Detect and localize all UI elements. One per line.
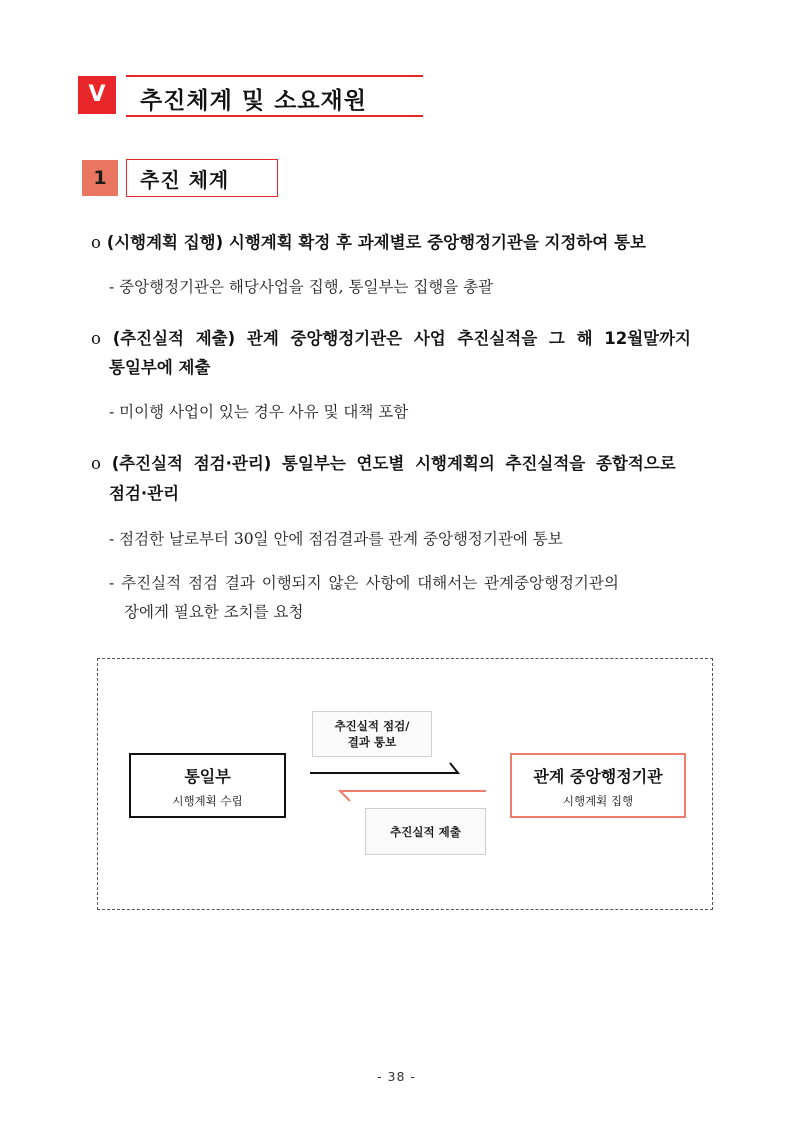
right-box-title: 관계 중앙행정기관 [533,767,663,786]
arrow-right-icon [310,763,458,773]
item-2-line-1 [91,327,691,351]
arrow-bottom-label: 추진실적 제출 [365,808,486,855]
right-box-subtitle: 시행계획 집행 [562,794,634,808]
item-3-line-1 [91,452,676,476]
item-1-lead: (시행계획 집행) [106,233,224,252]
item-3-sub-2-line-2: 장에게 필요한 조치를 요청 [124,603,304,621]
diagram-box-central-agencies [510,753,686,818]
item-3-sub-2-line-1: - 추진실적 점검 결과 이행되지 않은 사항에 대해서는 관계중앙행정기관의 [109,574,619,592]
diagram-arrows [300,760,500,805]
item-3-line-2: 점검·관리 [109,484,180,503]
diagram-box-unification-ministry [129,753,286,818]
bullet-marker: o [91,233,101,252]
bullet-marker: o [91,329,101,348]
left-box-subtitle: 시행계획 수립 [172,794,243,808]
arrow-left-icon [340,791,486,801]
item-1-text: 시행계획 확정 후 과제별로 중앙행정기관을 지정하여 통보 [228,233,646,252]
item-2-sub-1: - 미이행 사업이 있는 경우 사유 및 대책 포함 [109,403,409,421]
item-2-lead: (추진실적 제출) [112,329,236,348]
bullet-marker: o [91,454,101,473]
item-2-text: 관계 중앙행정기관은 사업 추진실적을 그 해 12월말까지 [246,329,691,348]
item-3-text: 통일부는 연도별 시행계획의 추진실적을 종합적으로 [282,454,676,473]
page-number: - 38 - [377,1069,416,1084]
arrow-top-label [312,711,432,757]
left-box-title: 통일부 [184,767,231,786]
item-3-sub-1: - 점검한 날로부터 30일 안에 점검결과를 관계 중앙행정기관에 통보 [109,530,563,548]
arrow-top-label-line-1: 추진실적 점검/ [334,719,410,733]
section-title: 추진체계 및 소요재원 [140,88,367,114]
section-number-badge: V [78,76,116,114]
item-1-sub-1: - 중앙행정기관은 해당사업을 집행, 통일부는 집행을 총괄 [109,278,494,296]
item-3-lead: (추진실적 점검·관리) [111,454,272,473]
item-2-line-2: 통일부에 제출 [109,358,211,377]
subsection-number-badge: 1 [82,160,118,196]
arrow-top-label-line-2: 결과 통보 [347,735,397,749]
subsection-title: 추진 체계 [140,168,230,192]
item-1-line-1 [91,231,646,255]
